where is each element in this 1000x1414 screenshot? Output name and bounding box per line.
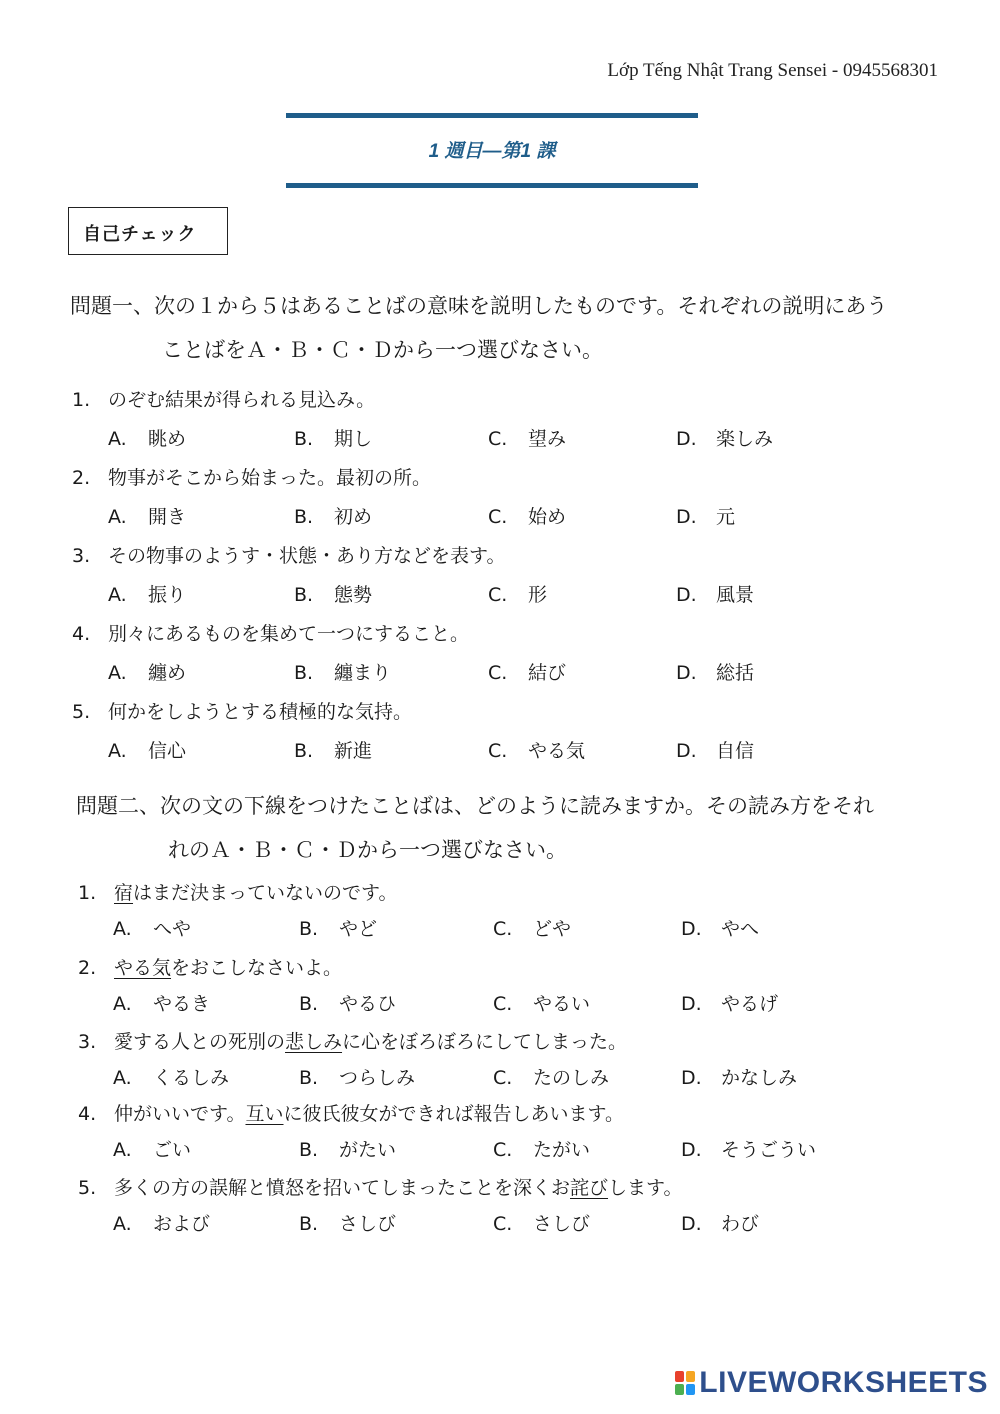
option-letter: C. (488, 584, 508, 606)
option-c[interactable] (493, 989, 590, 1016)
option-text: 始め (528, 506, 567, 528)
question-text: のぞむ結果が得られる見込み。 (108, 389, 376, 411)
logo-square-2 (686, 1371, 695, 1382)
option-text: 開き (148, 506, 187, 528)
option-text: やるげ (721, 993, 779, 1015)
option-a[interactable] (108, 580, 186, 607)
question-text-underlined: 悲しみ (285, 1031, 343, 1053)
section1-heading (70, 284, 970, 372)
option-letter: D. (676, 740, 697, 762)
question-text-underlined: 詫び (570, 1177, 609, 1199)
question-number: 1. (72, 389, 91, 411)
question-number: 2. (72, 467, 91, 489)
option-d[interactable] (676, 424, 773, 451)
option-c[interactable] (493, 1135, 590, 1162)
option-letter: B. (299, 1139, 319, 1161)
option-a[interactable] (113, 1209, 210, 1236)
question-5 (72, 697, 412, 724)
question-2 (72, 463, 431, 490)
option-b[interactable] (299, 989, 396, 1016)
option-c[interactable] (493, 1063, 609, 1090)
question-1 (78, 878, 398, 905)
option-d[interactable] (681, 989, 778, 1016)
logo-mark-icon (675, 1371, 695, 1395)
option-text: へや (153, 918, 192, 940)
option-letter: C. (493, 993, 513, 1015)
option-a[interactable] (108, 502, 186, 529)
option-text: さしび (339, 1213, 397, 1235)
question-text: その物事のようす・状態・あり方などを表す。 (108, 545, 506, 567)
option-letter: D. (681, 1213, 702, 1235)
option-text: 初め (334, 506, 373, 528)
option-b[interactable] (294, 736, 372, 763)
option-a[interactable] (113, 989, 210, 1016)
option-text: やる気 (528, 740, 586, 762)
option-letter: C. (488, 506, 508, 528)
question-number: 1. (78, 882, 97, 904)
option-text: 総括 (716, 662, 755, 684)
option-d[interactable] (681, 1209, 759, 1236)
option-text: やるい (533, 993, 591, 1015)
option-a[interactable] (113, 914, 191, 941)
option-text: 期し (334, 428, 373, 450)
option-text: やど (339, 918, 378, 940)
question-number: 5. (72, 701, 91, 723)
option-text: くるしみ (153, 1067, 230, 1089)
option-text: 振り (148, 584, 187, 606)
option-text: ごい (153, 1139, 192, 1161)
option-c[interactable] (488, 424, 566, 451)
option-b[interactable] (294, 502, 372, 529)
option-text: どや (533, 918, 572, 940)
question-text-pre: 仲がいいです。 (114, 1103, 246, 1125)
option-text: 楽しみ (716, 428, 774, 450)
option-text: 自信 (716, 740, 755, 762)
option-letter: B. (299, 918, 319, 940)
option-letter: B. (294, 662, 314, 684)
option-letter: A. (108, 428, 127, 450)
option-letter: B. (299, 1213, 319, 1235)
option-text: たのしみ (533, 1067, 610, 1089)
section2-heading (76, 784, 976, 872)
option-b[interactable] (299, 1209, 396, 1236)
question-text: 別々にあるものを集めて一つにすること。 (108, 623, 470, 645)
section2-heading-line2: れのＡ・Ｂ・Ｃ・Ｄから一つ選びなさい。 (168, 838, 567, 862)
option-letter: A. (108, 584, 127, 606)
option-c[interactable] (488, 502, 566, 529)
option-text: 元 (716, 506, 736, 528)
option-letter: C. (493, 1067, 513, 1089)
option-letter: A. (113, 1067, 132, 1089)
section1-heading-line2: ことばをＡ・Ｂ・Ｃ・Ｄから一つ選びなさい。 (162, 338, 603, 362)
option-d[interactable] (681, 1063, 797, 1090)
option-a[interactable] (113, 1135, 191, 1162)
option-letter: B. (294, 740, 314, 762)
option-c[interactable] (493, 1209, 590, 1236)
question-4 (72, 619, 469, 646)
option-d[interactable] (676, 658, 754, 685)
logo-square-1 (675, 1371, 684, 1382)
option-d[interactable] (681, 1135, 816, 1162)
option-text: やるき (153, 993, 211, 1015)
option-text: さしび (533, 1213, 591, 1235)
option-letter: D. (676, 662, 697, 684)
question-3 (78, 1027, 627, 1054)
title-rule-top (286, 113, 698, 118)
option-text: たがい (533, 1139, 591, 1161)
option-letter: D. (681, 1067, 702, 1089)
option-text: 結び (528, 662, 567, 684)
option-letter: D. (681, 993, 702, 1015)
option-text: 纏め (148, 662, 187, 684)
option-b[interactable] (294, 658, 391, 685)
option-text: そうごうい (721, 1139, 817, 1161)
option-a[interactable] (108, 658, 186, 685)
option-letter: A. (113, 1213, 132, 1235)
option-letter: D. (681, 1139, 702, 1161)
option-letter: D. (676, 584, 697, 606)
question-number: 5. (78, 1177, 97, 1199)
option-text: わび (721, 1213, 760, 1235)
option-c[interactable] (488, 658, 566, 685)
option-text: 纏まり (334, 662, 392, 684)
question-text-pre: 愛する人との死別の (114, 1031, 286, 1053)
option-letter: A. (113, 1139, 132, 1161)
option-letter: D. (676, 428, 697, 450)
option-a[interactable] (108, 736, 186, 763)
option-letter: C. (493, 1213, 513, 1235)
option-text: 信心 (148, 740, 187, 762)
liveworksheets-logo (675, 1366, 988, 1400)
option-a[interactable] (113, 1063, 229, 1090)
option-letter: B. (294, 584, 314, 606)
logo-square-3 (675, 1384, 684, 1395)
option-text: やへ (721, 918, 760, 940)
option-letter: B. (299, 993, 319, 1015)
option-text: やるひ (339, 993, 397, 1015)
header-note: Lớp Tếng Nhật Trang Sensei - 0945568301 (607, 60, 938, 81)
option-letter: C. (488, 428, 508, 450)
option-letter: B. (294, 428, 314, 450)
option-letter: B. (299, 1067, 319, 1089)
option-c[interactable] (488, 736, 585, 763)
question-1 (72, 385, 375, 412)
logo-text: LIVEWORKSHEETS (699, 1366, 988, 1399)
question-2 (78, 953, 342, 980)
option-letter: D. (676, 506, 697, 528)
question-text-pre: 多くの方の誤解と憤怒を招いてしまったことを深くお (114, 1177, 571, 1199)
question-text: 物事がそこから始まった。最初の所。 (108, 467, 432, 489)
option-text: 望み (528, 428, 567, 450)
option-letter: C. (493, 1139, 513, 1161)
option-c[interactable] (488, 580, 547, 607)
option-letter: A. (113, 918, 132, 940)
question-text-post: します。 (608, 1177, 683, 1199)
option-d[interactable] (676, 736, 754, 763)
option-text: 風景 (716, 584, 755, 606)
lesson-title: 1 週目―第1 課 (428, 141, 556, 162)
option-text: つらしみ (339, 1067, 416, 1089)
option-text: かなしみ (721, 1067, 798, 1089)
option-c[interactable] (493, 914, 571, 941)
option-letter: C. (488, 662, 508, 684)
question-text-post: をおこしなさいよ。 (171, 957, 343, 979)
question-text: 何かをしようとする積極的な気持。 (108, 701, 413, 723)
option-letter: C. (488, 740, 508, 762)
question-text-underlined: 互い (245, 1103, 284, 1125)
question-3 (72, 541, 505, 568)
question-number: 3. (78, 1031, 97, 1053)
question-text-underlined: やる気 (114, 957, 172, 979)
option-a[interactable] (108, 424, 186, 451)
option-letter: A. (108, 506, 127, 528)
option-text: がたい (339, 1139, 397, 1161)
option-letter: D. (681, 918, 702, 940)
option-letter: A. (108, 740, 127, 762)
option-b[interactable] (294, 424, 372, 451)
option-b[interactable] (299, 1063, 415, 1090)
question-number: 3. (72, 545, 91, 567)
option-d[interactable] (676, 502, 735, 529)
option-b[interactable] (294, 580, 372, 607)
option-d[interactable] (681, 914, 759, 941)
logo-square-4 (686, 1384, 695, 1395)
self-check-box: 自己チェック (68, 207, 228, 255)
question-number: 4. (78, 1103, 97, 1125)
option-b[interactable] (299, 1135, 396, 1162)
option-b[interactable] (299, 914, 377, 941)
option-text: 形 (528, 584, 548, 606)
question-text-underlined: 宿 (114, 882, 134, 904)
question-text-post: に彼氏彼女ができれば報告しあいます。 (283, 1103, 624, 1125)
section2-heading-line1: 問題二、次の文の下線をつけたことばは、どのように読みますか。その読み方をそれ (76, 794, 874, 818)
question-4 (78, 1099, 624, 1126)
option-text: および (153, 1213, 211, 1235)
option-letter: C. (493, 918, 513, 940)
question-text-post: はまだ決まっていないのです。 (133, 882, 398, 904)
option-letter: A. (108, 662, 127, 684)
option-d[interactable] (676, 580, 754, 607)
option-text: 態勢 (334, 584, 373, 606)
option-text: 眺め (148, 428, 187, 450)
question-number: 4. (72, 623, 91, 645)
option-text: 新進 (334, 740, 373, 762)
question-number: 2. (78, 957, 97, 979)
question-text-post: に心をぼろぼろにしてしまった。 (342, 1031, 628, 1053)
question-5 (78, 1173, 683, 1200)
section1-heading-line1: 問題一、次の１から５はあることばの意味を説明したものです。それぞれの説明にあう (70, 294, 888, 318)
option-letter: B. (294, 506, 314, 528)
title-rule-bottom (286, 183, 698, 188)
option-letter: A. (113, 993, 132, 1015)
